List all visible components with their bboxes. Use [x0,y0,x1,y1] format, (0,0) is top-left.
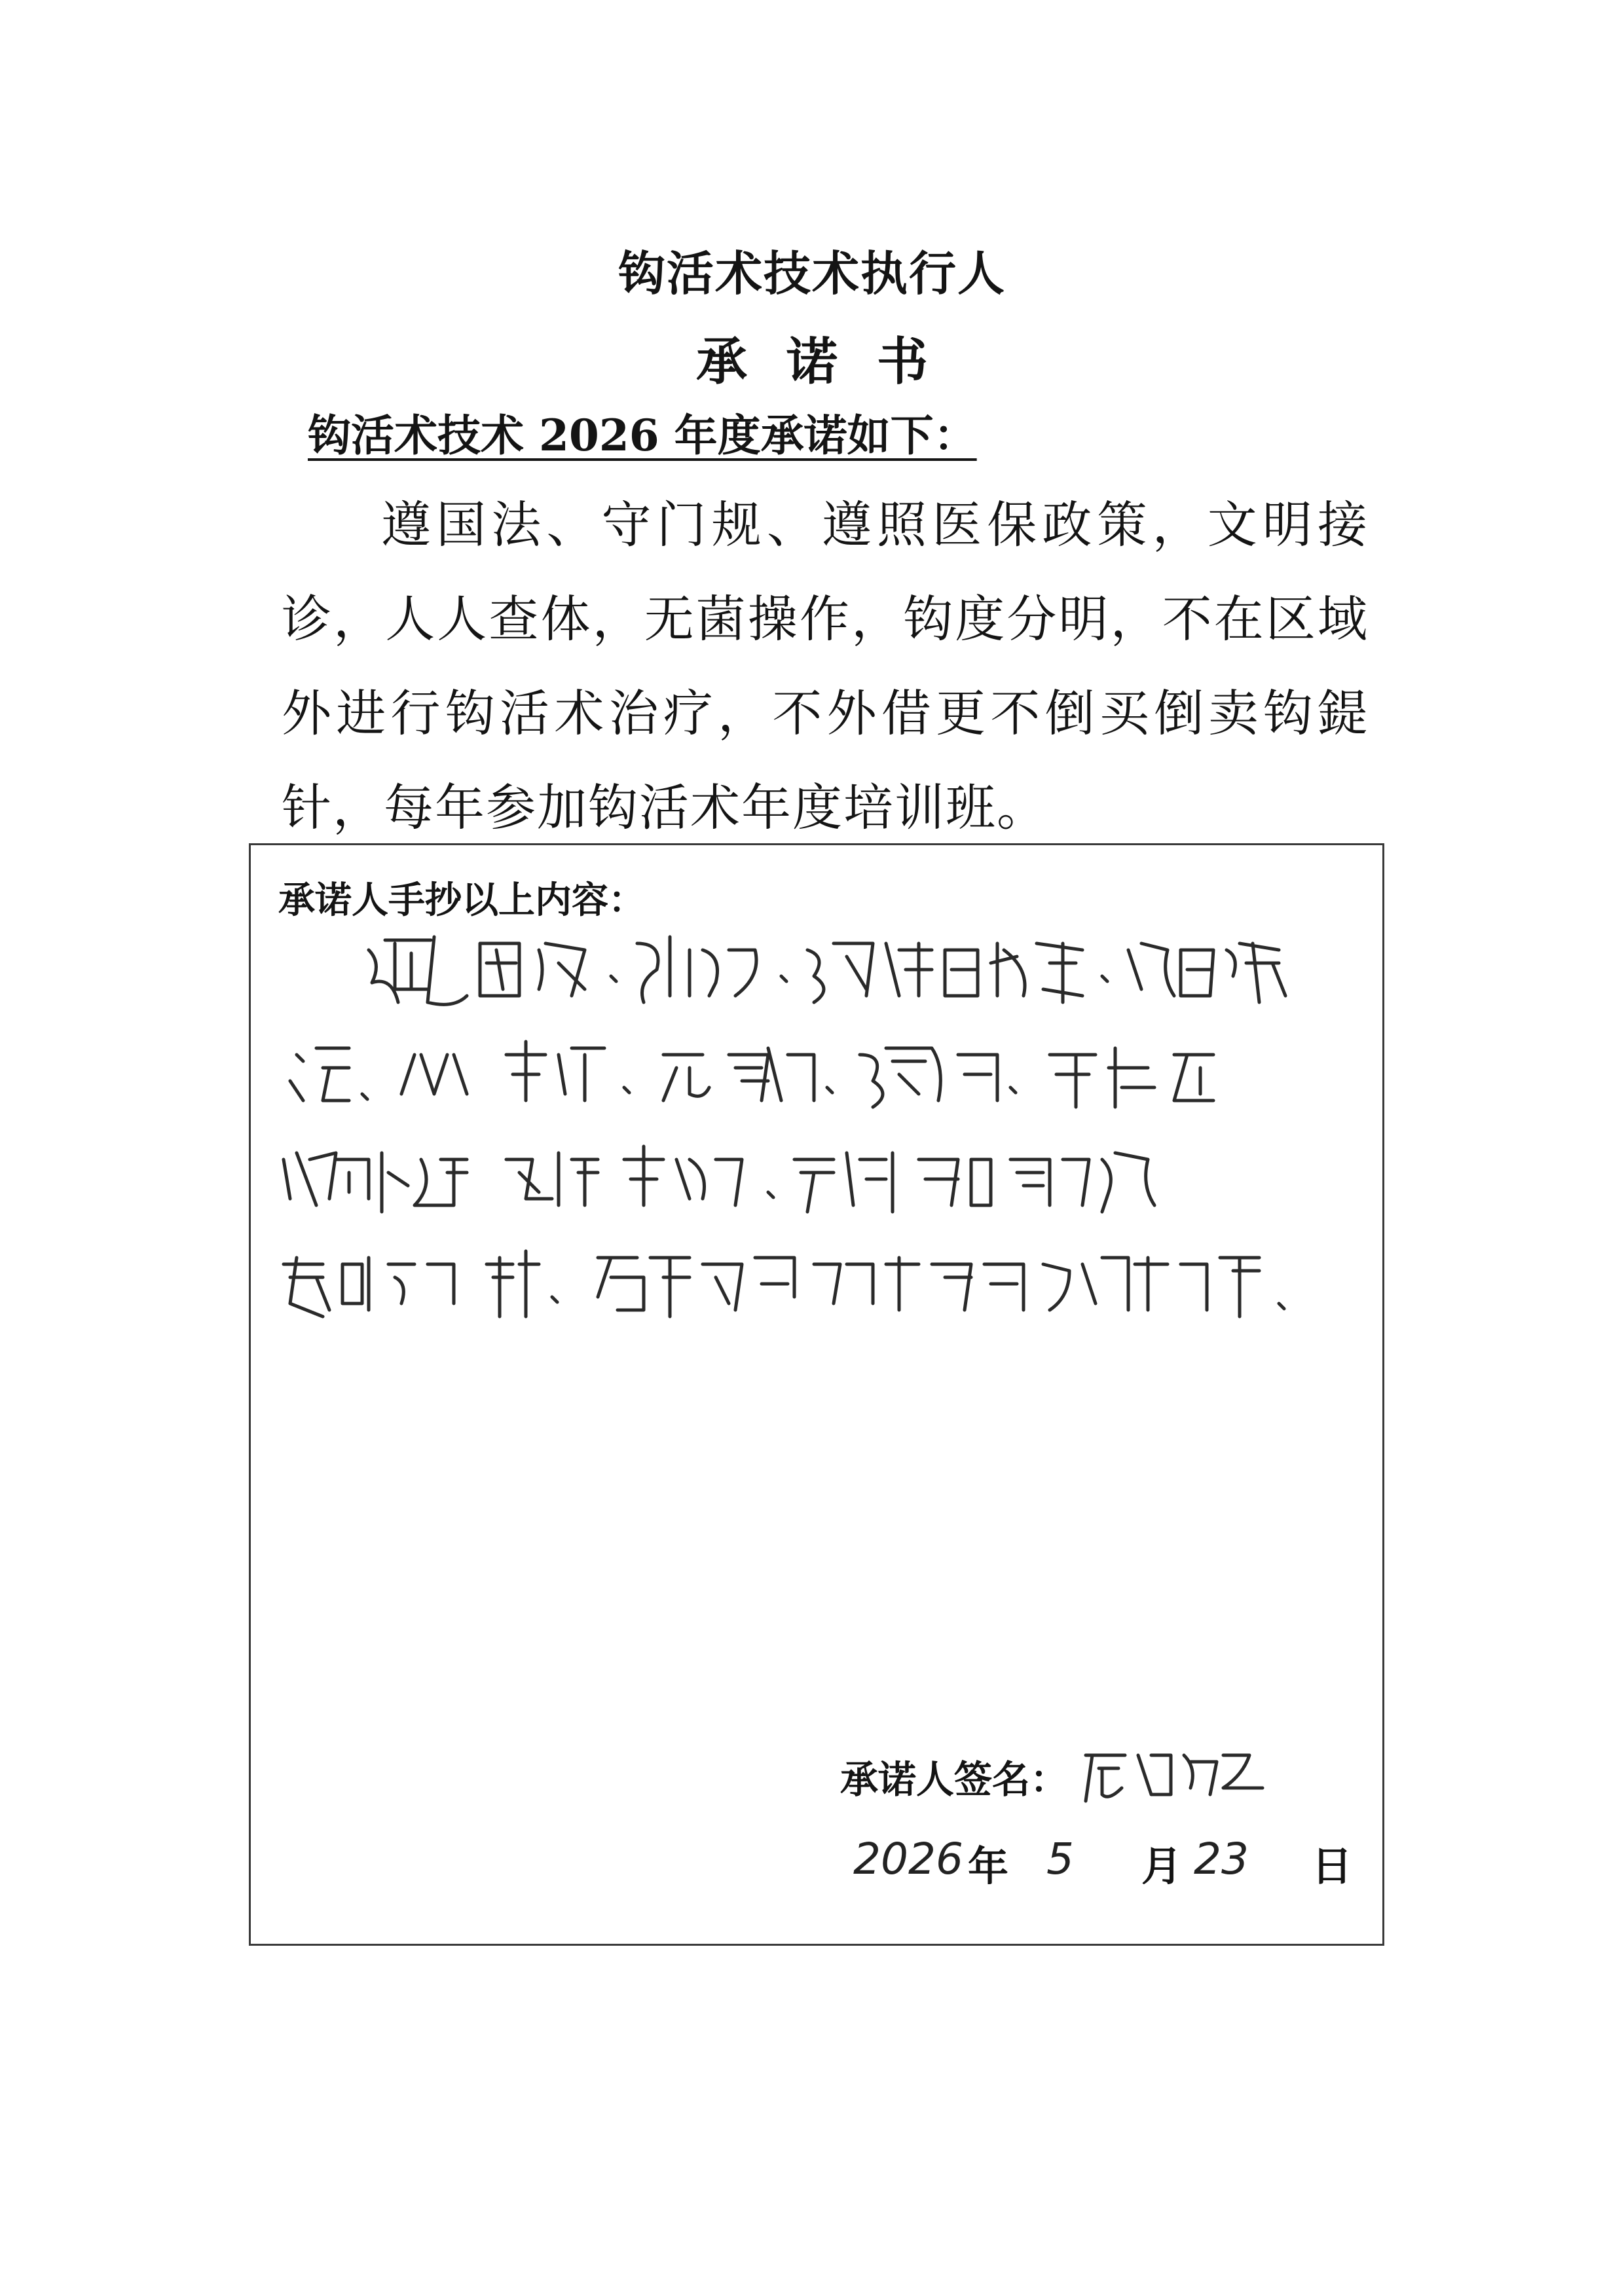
handwritten-line [270,1029,1377,1127]
date-day-unit: 日 [1312,1842,1353,1890]
handwritten-line [270,1133,1377,1231]
handwritten-copy-box [249,843,1384,1946]
date-month-unit: 月 [1141,1842,1183,1890]
document-title: 钩活术技术执行人 [618,246,1006,301]
handwriting-scribble [270,1029,1377,1127]
date-year-unit: 年 [968,1842,1009,1890]
date-day: 23 [1194,1834,1249,1884]
handwritten-line [270,924,1377,1022]
date-row [853,1827,1377,1899]
document-subtitle: 钩活术技术 2026 年度承诺如下： [308,410,977,461]
handwritten-signature [1073,1736,1269,1808]
date-year: 2026 [853,1834,963,1884]
signature-label: 承诺人签名： [840,1757,1069,1802]
document-heading: 承诺书 [695,332,967,392]
signature-row [840,1736,1364,1808]
date-month: 5 [1046,1834,1074,1884]
handwritten-line [270,1238,1377,1336]
handwritten-copy-text [270,924,1377,1421]
copy-box-label: 承诺人手抄以上内容： [278,879,645,922]
handwriting-scribble [270,1238,1377,1336]
handwriting-scribble [270,1133,1377,1231]
pledge-body-text: 遵国法、守门规、遵照医保政策，文明接诊，人人查体，无菌操作，钩度分明，不在区域外进行钩活术治疗，不外借更不倒买倒卖钩鍉针，每年参加钩活术年度培训班。 [282,496,1369,837]
handwriting-scribble [270,924,1377,1022]
